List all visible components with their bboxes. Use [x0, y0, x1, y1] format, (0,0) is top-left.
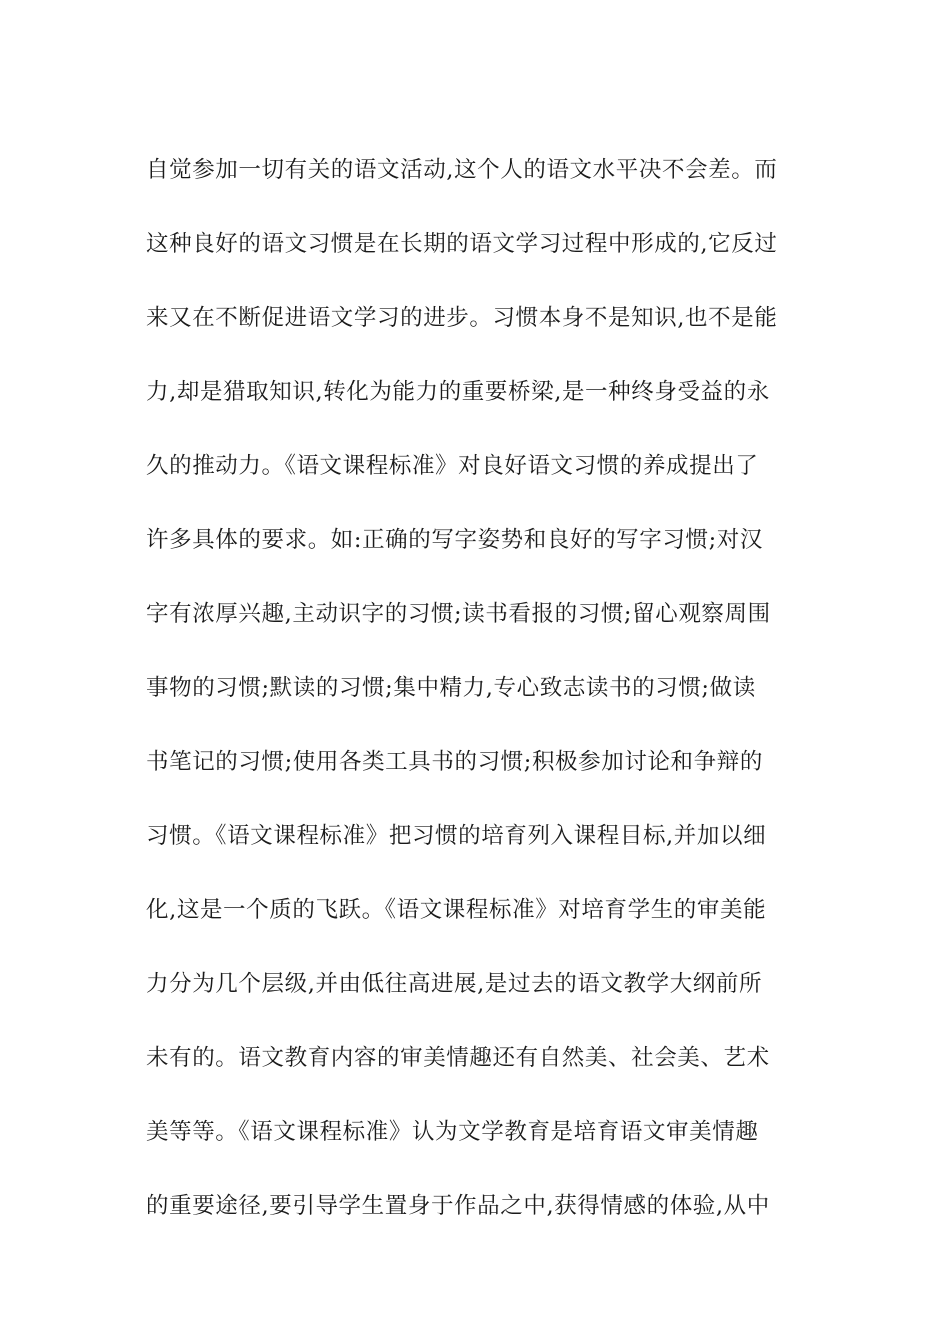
text-line: 事物的习惯;默读的习惯;集中精力,专心致志读书的习惯;做读 — [146, 675, 756, 701]
body-text — [146, 133, 806, 1243]
text-line: 化,这是一个质的飞跃。《语文课程标准》对培育学生的审美能 — [146, 897, 767, 923]
text-line: 习惯。《语文课程标准》把习惯的培育列入课程目标,并加以细 — [146, 823, 767, 849]
text-line: 来又在不断促进语文学习的进步。习惯本身不是知识,也不是能 — [146, 305, 778, 331]
text-line: 许多具体的要求。如:正确的写字姿势和良好的写字习惯;对汉 — [146, 527, 763, 553]
text-line: 力,却是猎取知识,转化为能力的重要桥梁,是一种终身受益的永 — [146, 379, 770, 405]
text-line: 未有的。语文教育内容的审美情趣还有自然美、社会美、艺术 — [146, 1045, 770, 1071]
text-line: 书笔记的习惯;使用各类工具书的习惯;积极参加讨论和争辩的 — [146, 749, 763, 775]
text-line: 的重要途径,要引导学生置身于作品之中,获得情感的体验,从中 — [146, 1193, 770, 1219]
text-line: 自觉参加一切有关的语文活动,这个人的语文水平决不会差。而 — [146, 157, 778, 183]
text-line: 力分为几个层级,并由低往高进展,是过去的语文教学大纲前所 — [146, 971, 763, 997]
text-line: 美等等。《语文课程标准》认为文学教育是培育语文审美情趣 — [146, 1119, 759, 1145]
text-line: 字有浓厚兴趣,主动识字的习惯;读书看报的习惯;留心观察周围 — [146, 601, 771, 627]
text-line: 这种良好的语文习惯是在长期的语文学习过程中形成的,它反过 — [146, 231, 778, 257]
text-line: 久的推动力。《语文课程标准》对良好语文习惯的养成提出了 — [146, 453, 759, 479]
